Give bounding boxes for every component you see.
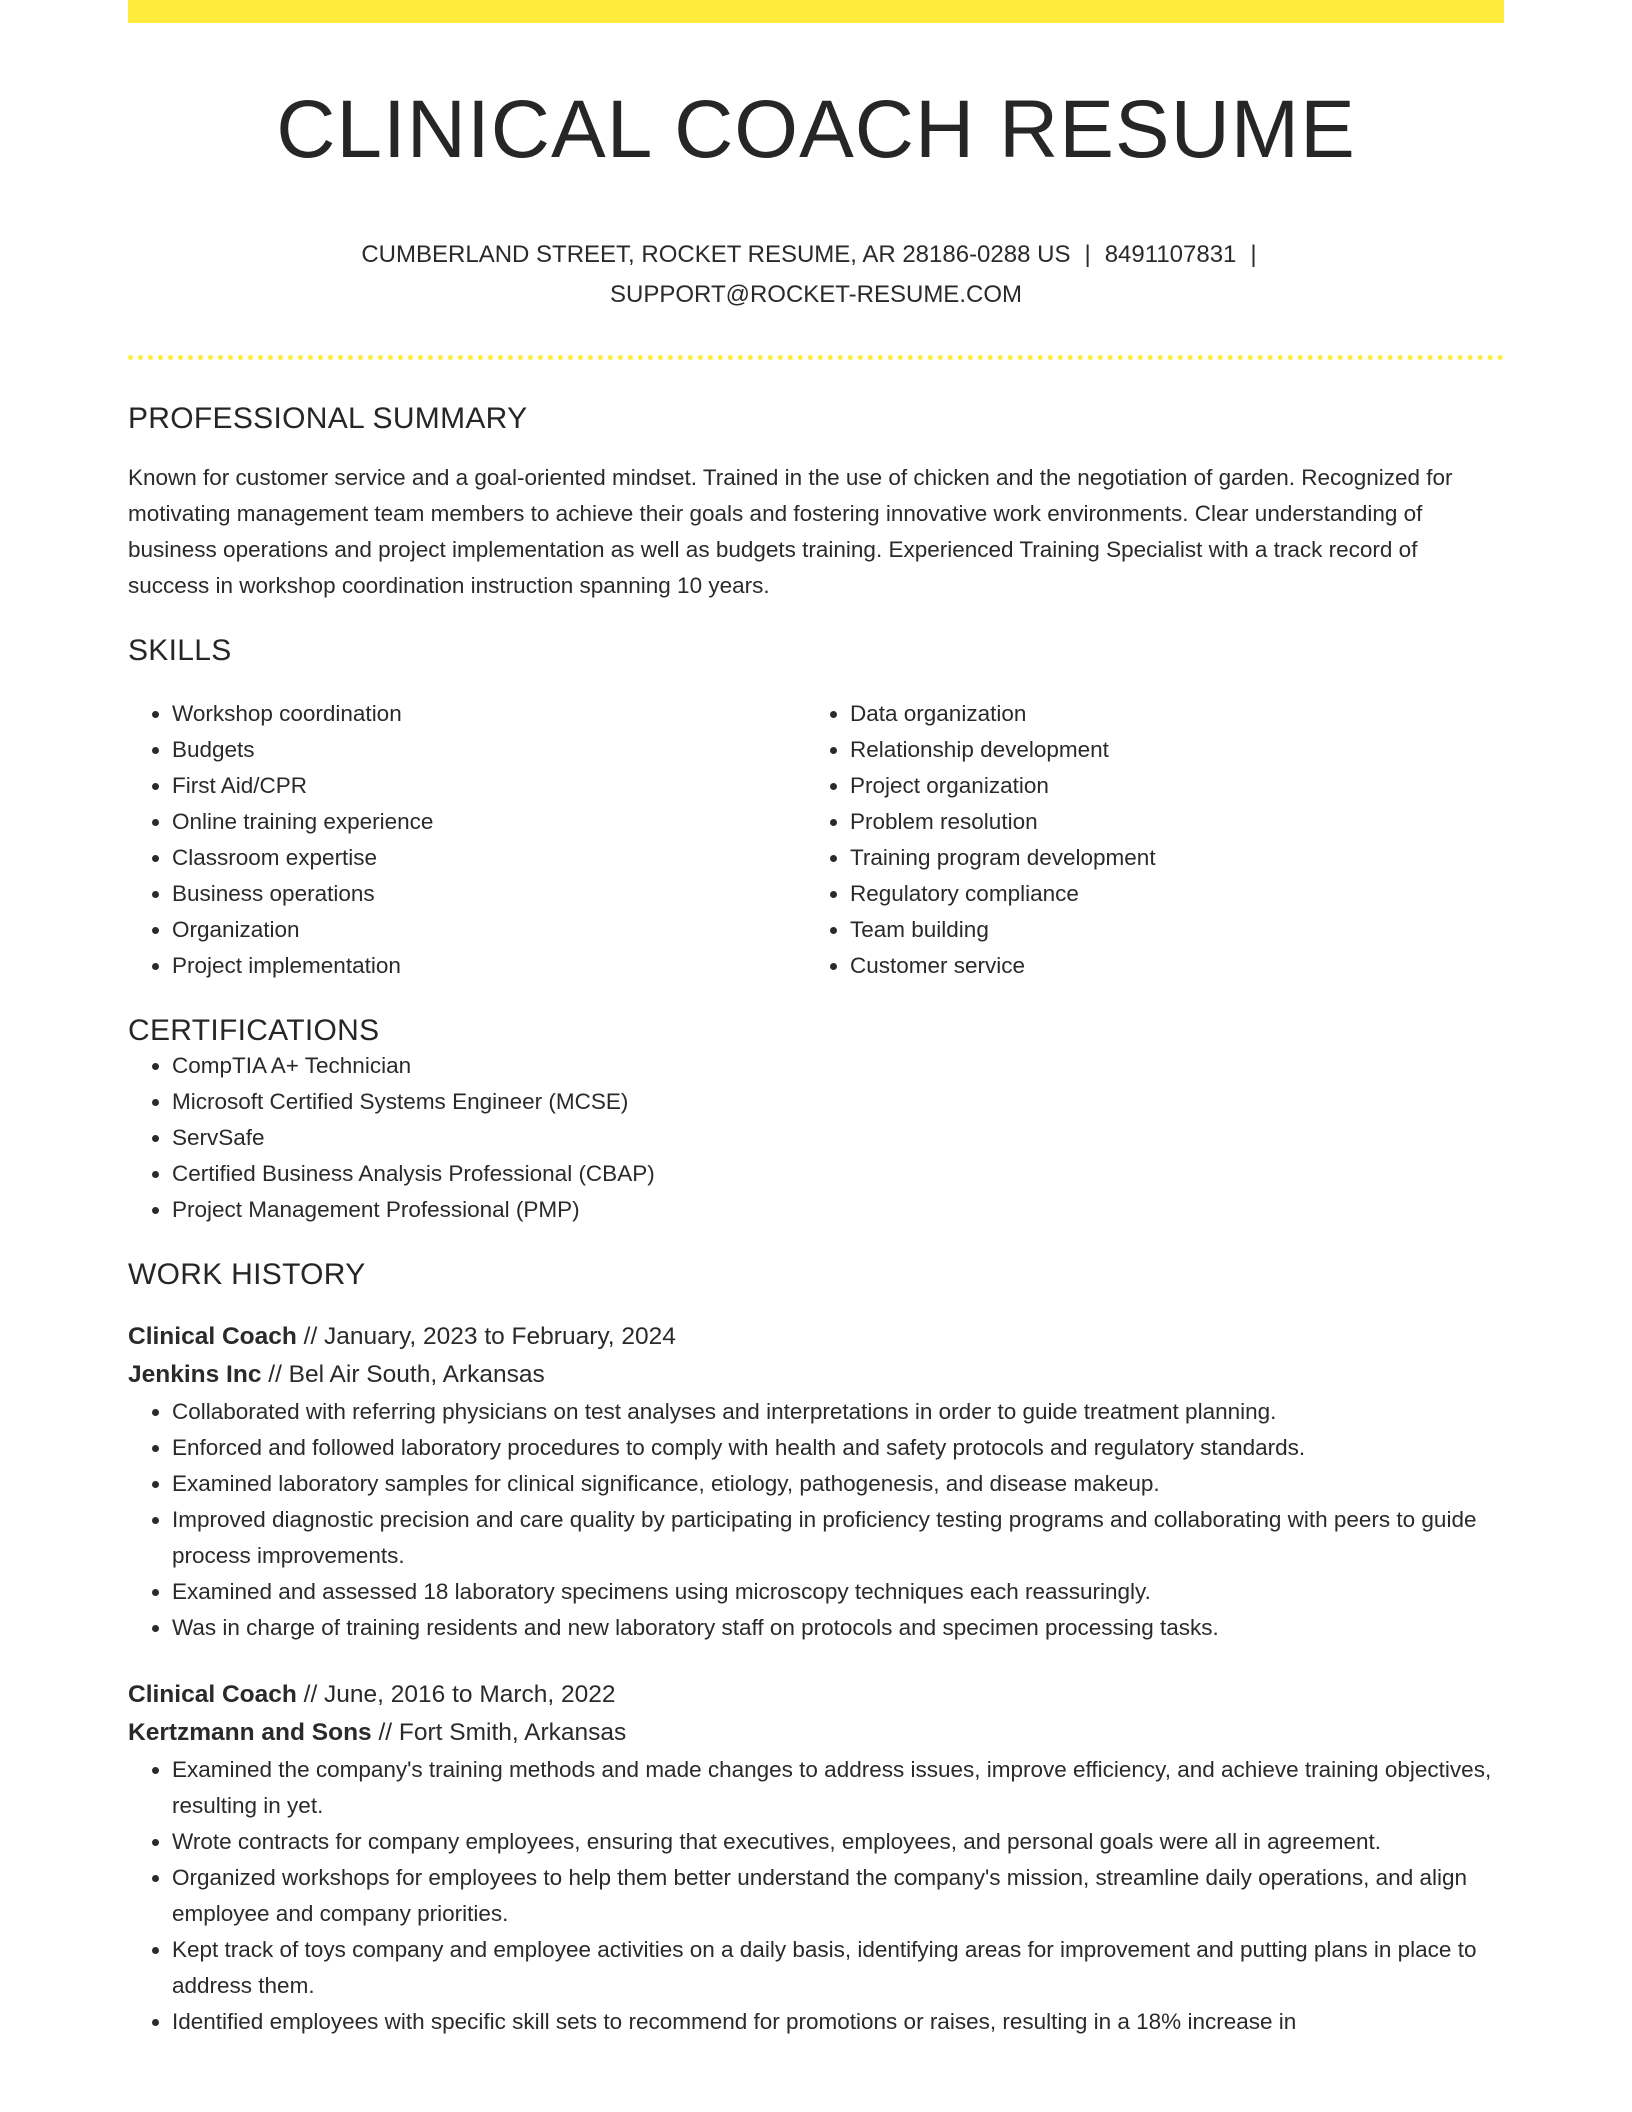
summary-paragraph: Known for customer service and a goal-oriented mindset. Trained in the use of chicken and the negotiation of garden. Recognized for motivating management team members to achieve their goals and fostering innovative work environments. Clear understanding of business operations and project implementation as well as budgets training. Experienced Training Specialist with a track record of success in workshop coordination instruction spanning 10 years. (128, 465, 1453, 599)
resume-page (128, 0, 1504, 2040)
skill-item: • Regulatory compliance (850, 876, 1484, 912)
skills-column-left (128, 696, 806, 984)
skills-heading: SKILLS (128, 634, 232, 668)
duty-item: • Identified employees with specific skill sets to recommend for promotions or raises, resulting in a 18% increase in (172, 2004, 1504, 2040)
certification-item: • Project Management Professional (PMP) (172, 1192, 1504, 1228)
job-location: // Fort Smith, Arkansas (371, 1719, 627, 1747)
job-2-company-line (128, 1714, 1504, 1752)
skill-item: • Relationship development (850, 732, 1484, 768)
skill-item: • Organization (172, 912, 806, 948)
certifications-list (128, 1048, 1504, 1228)
contact-separator: | (1250, 241, 1257, 269)
job-1-duties (128, 1394, 1504, 1646)
duty-item: • Examined laboratory samples for clinical significance, etiology, pathogenesis, and disease makeup. (172, 1466, 1504, 1502)
resume-title: CLINICAL COACH RESUME (276, 84, 1356, 175)
job-company: Jenkins Inc (128, 1361, 262, 1389)
duty-item: • Kept track of toys company and employee activities on a daily basis, identifying areas for improvement and putting plans in place to address them. (172, 1932, 1504, 2004)
skill-item: • Classroom expertise (172, 840, 806, 876)
job-2-title-line (128, 1676, 1504, 1714)
duty-item: • Examined the company's training methods and made changes to address issues, improve efficiency, and achieve training objectives, resulting in yet. (172, 1752, 1504, 1824)
duty-item: • Organized workshops for employees to help them better understand the company's mission, streamline daily operations, and align employee and company priorities. (172, 1860, 1504, 1932)
skill-item: • Business operations (172, 876, 806, 912)
job-company: Kertzmann and Sons (128, 1719, 372, 1747)
skill-item: • Budgets (172, 732, 806, 768)
duty-item: • Enforced and followed laboratory procedures to comply with health and safety protocols and regulatory standards. (172, 1430, 1504, 1466)
duty-item: • Improved diagnostic precision and care quality by participating in proficiency testing programs and collaborating with peers to guide process improvements. (172, 1502, 1504, 1574)
skill-item: • Customer service (850, 948, 1484, 984)
header-divider (128, 355, 1504, 360)
duty-item: • Collaborated with referring physicians on test analyses and interpretations in order to guide treatment planning. (172, 1394, 1504, 1430)
certifications-heading: CERTIFICATIONS (128, 1014, 380, 1048)
duty-item: • Examined and assessed 18 laboratory specimens using microscopy techniques each reassuringly. (172, 1574, 1504, 1610)
skill-item: • Training program development (850, 840, 1484, 876)
contact-email: SUPPORT@ROCKET-RESUME.COM (610, 281, 1022, 309)
job-dates: // June, 2016 to March, 2022 (296, 1681, 616, 1709)
job-2-duties (128, 1752, 1504, 2040)
certification-item: • Microsoft Certified Systems Engineer (MCSE) (172, 1084, 1504, 1120)
skills-list (128, 696, 1504, 984)
skill-item: • Team building (850, 912, 1484, 948)
job-role: Clinical Coach (128, 1323, 297, 1351)
skill-item: • Online training experience (172, 804, 806, 840)
skill-item: • Data organization (850, 696, 1484, 732)
skill-item: • Project implementation (172, 948, 806, 984)
job-role: Clinical Coach (128, 1681, 297, 1709)
duty-item: • Wrote contracts for company employees, ensuring that executives, employees, and personal goals were all in agreement. (172, 1824, 1504, 1860)
work-history-heading: WORK HISTORY (128, 1258, 366, 1292)
certification-item: • Certified Business Analysis Professional (CBAP) (172, 1156, 1504, 1192)
job-1-title-line (128, 1318, 1504, 1356)
skill-item: • First Aid/CPR (172, 768, 806, 804)
contact-separator: | (1084, 241, 1091, 269)
skill-item: • Project organization (850, 768, 1484, 804)
contact-info (128, 235, 1504, 315)
skill-item: • Problem resolution (850, 804, 1484, 840)
skills-column-right (806, 696, 1484, 984)
summary-heading: PROFESSIONAL SUMMARY (128, 402, 528, 436)
job-1-company-line (128, 1356, 1504, 1394)
top-accent-bar (128, 0, 1504, 23)
contact-phone: 8491107831 (1104, 241, 1237, 269)
job-dates: // January, 2023 to February, 2024 (296, 1323, 676, 1351)
contact-address: CUMBERLAND STREET, ROCKET RESUME, AR 28186-0288 US (361, 241, 1071, 269)
certification-item: • CompTIA A+ Technician (172, 1048, 1504, 1084)
duty-item: • Was in charge of training residents and new laboratory staff on protocols and specimen processing tasks. (172, 1610, 1504, 1646)
skill-item: • Workshop coordination (172, 696, 806, 732)
certification-item: • ServSafe (172, 1120, 1504, 1156)
job-location: // Bel Air South, Arkansas (261, 1361, 545, 1389)
